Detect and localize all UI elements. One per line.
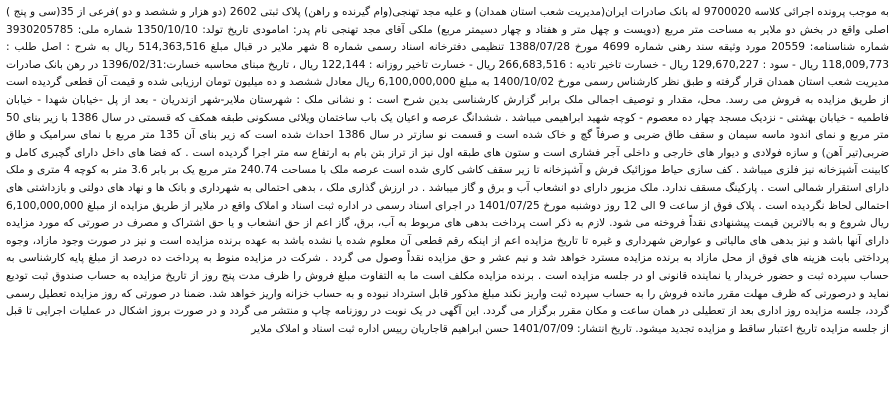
auction-notice-text: به موجب پرونده اجرائی کلاسه 9700020 له بانک صادرات ایران(مدیریت شعب استان همدان) و علیه مجد تهنجی(وام گیرنده و راهن) پلاک ثبتی 2602 (دو هزار و ششصد و دو )فرعی از 35(سی و پنج ) اصلی واقع در بخش دو ملایر به مساحت متر مربع (دویست و چهل متر و هفتاد و چهار دسیمتر مربع) ملکی آقای مجد تهنجی نام پدر: امامودی تاریخ تولد: 1350/10/10 شماره ملی: 3930205785 شماره شناسنامه: 20559 مورد وثیقه سند رهنی شماره 4699 مورخ 1388/07/28 تنظیمی دفترخانه اسناد رسمی شماره 8 شهر ملایر در قبال مبلغ 514,363,516 ریال به شرح : اصل طلب : 118,009,773 ریال - سود : 129,670,227 ریال - خسارت تاخیر تادیه : 266,683,516 ریال - خسارت تاخیر روزانه : 122,144 ریال ، تاریخ مبنای محاسبه خسارت:1396/02/31 در رهن بانک صادرات مدیریت شعب استان همدان قرار گرفته و طبق نظر کارشناس رسمی مورخ 1400/10/02 به مبلغ 6,100,000,000 ریال معادل ششصد و ده میلیون تومان ارزیابی شده و قیمت آن قطعی گردیده است از طریق مزایده به فروش می رسد. محل، مقدار و توصیف اجمالی ملک برابر گزارش کارشناسی بدین شرح است : و نشانی ملک : شهرستان ملایر-شهر ازندریان - بعد از پل -خیابان شهدا - خیابان فاطمیه - خیابان بهشتی - نزدیک مسجد چهار ده معصوم - کوچه شهید ابراهیمی میباشد . ششدانگ عرصه و اعیان یک باب ساختمان ویلائی مسکونی طبقه همکف که قسمتی در سال 1386 با زیر بنای 50 متر مربع و نمای اندود ماسه سیمان و سقف طاق ضربی و صرفاً گچ و خاک شده است و قسمت نو سازتر در سال 1386 احداث شده است که زیر بنای آن 135 متر مربع با نمای سرامیک و طاق ضربی(تیر آهن) و سازه فولادی و دیوار های خارجی و داخلی آجر فشاری است و ستون های طبقه اول نیز از تراز بتن بام به ارتفاع سه متر اجرا گردیده است . که فضا های داخل دارای گچبری کامل و کابینت آشپزخانه نیز فلزی میباشد . کف سازی حیاط موزائیک فرش و آشپزخانه تا زیر سقف کاشی کاری شده است عرصه ملک با مساحت 240.74 متر مربع یک بر بابر 3.6 متر به کوچه 4 متری و ملک دارای استقرار شمالی است . پارکینگ مسقف ندارد. ملک مزبور دارای دو انشعاب آب و برق و گاز میباشد . در ارزش گذاری ملک ، بدهی احتمالی به شهرداری و بانک ها و نهاد های دولتی و بازداشتی های احتمالی لحاظ نگردیده است . پلاک فوق از ساعت 9 الی 12 روز دوشنبه مورخ 1401/07/25 در اجرای اسناد رسمی در اداره ثبت اسناد و املاک واقع در ملایر از طریق مزایده از مبلغ 6,100,000,000 ریال شروع و به بالاترین قیمت پیشنهادی نقداً فروخته می شود. لازم به ذکر است پرداخت بدهی های مربوط به آب، برق، گاز اعم از حق انشعاب و یا حق اشتراک و مصرف در صورتی که مورد مزایده دارای آنها باشد و نیز بدهی های مالیاتی و عوارض شهرداری و غیره تا تاریخ مزایده اعم از اینکه رقم قطعی آن معلوم شده یا نشده باشد به عهده برنده مزایده است و نیز در صورت وجود مازاد، وجوه پرداختی بابت هزینه های فوق از محل مازاد به برنده مزایده مسترد خواهد شد و نیم عشر و حق مزایده نقداً وصول می گردد . شرکت در مزایده منوط به پرداخت ده درصد از مبلغ پایه کارشناسی به حساب سپرده ثبت و حضور خریدار یا نماینده قانونی او در جلسه مزایده است . برنده مزایده مکلف است ما به التفاوت مبلغ فروش را ظرف مدت پنج روز از تاریخ مزایده به حساب صندوق ثبت تودیع نماید و درصورتی که ظرف مهلت مقرر مانده فروش را به حساب سپرده ثبت واریز نکند مبلغ مذکور قابل استرداد نبوده و به حساب خزانه واریز خواهد شد. ضمنا در صورتی که روز مزایده تعطیل رسمی گردد، جلسه مزایده روز اداری بعد از تعطیلی در همان ساعت و مکان مقرر برگزار می گردد. این آگهی در یک نوبت در روزنامه چاپ و منتشر می گردد و در صورت بروز اشکال در عملیات اجرایی تا قبل از جلسه مزایده تاریخ اعتبار ساقط و مزایده تجدید میشود. تاریخ انتشار: 1401/07/09 حسن ابراهیم قاجاریان رییس اداره ثبت اسناد و املاک ملایر <box>6 6 890 335</box>
